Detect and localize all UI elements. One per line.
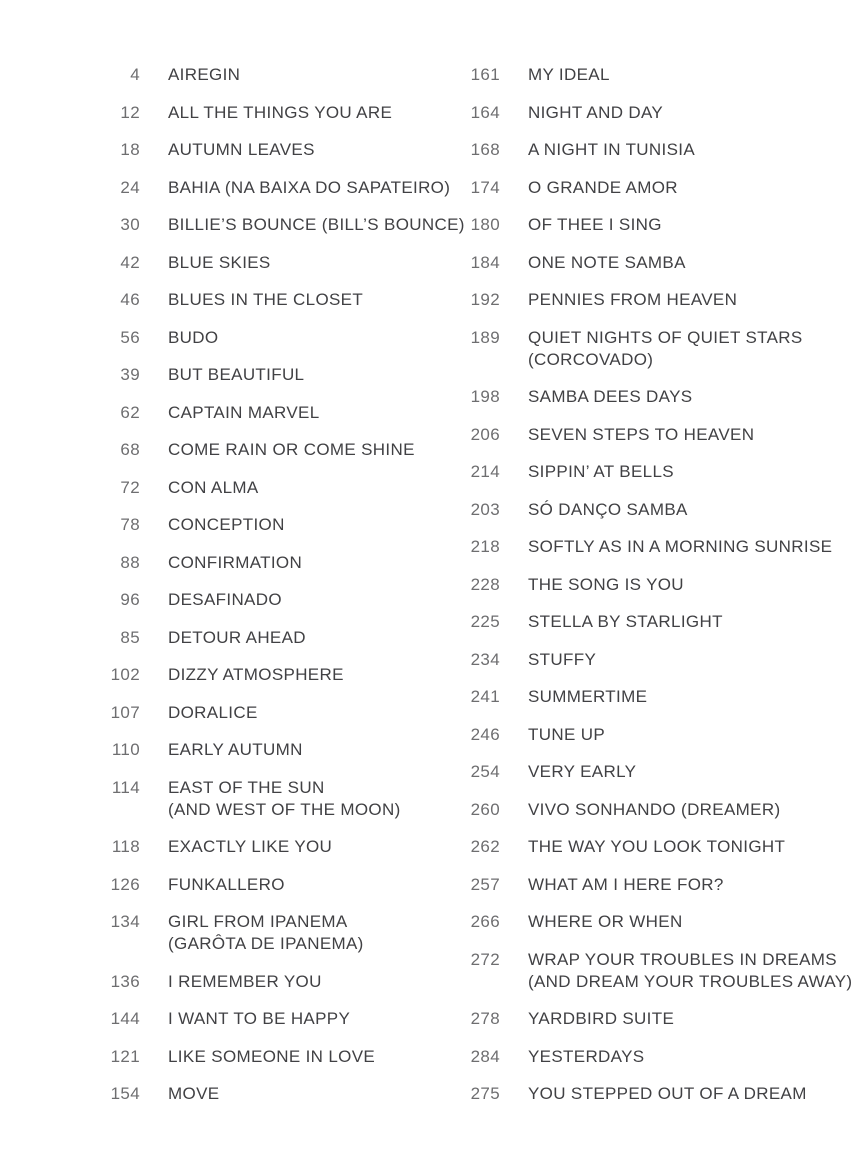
song-title: I REMEMBER YOU <box>168 971 322 991</box>
song-title: CONFIRMATION <box>168 552 303 572</box>
page-number: 4 <box>130 65 140 84</box>
song-title: WHAT AM I HERE FOR? <box>528 874 724 894</box>
song-title: STUFFY <box>528 649 597 669</box>
toc-entry <box>456 649 856 671</box>
page-number: 96 <box>120 590 140 609</box>
page-number: 154 <box>110 1084 140 1103</box>
song-title: NIGHT AND DAY <box>528 102 664 122</box>
page-number: 266 <box>470 912 500 931</box>
song-title: PENNIES FROM HEAVEN <box>528 290 738 309</box>
song-title: BAHIA (NA BAIXA DO SAPATEIRO) <box>168 177 451 197</box>
song-title: I WANT TO BE HAPPY <box>168 1009 351 1028</box>
song-title: EARLY AUTUMN <box>168 740 303 759</box>
song-title: QUIET NIGHTS OF QUIET STARS (CORCOVADO) <box>528 327 803 369</box>
page-number: 121 <box>110 1046 140 1066</box>
song-title: CON ALMA <box>168 477 259 497</box>
page-number: 78 <box>120 515 140 534</box>
song-title: DORALICE <box>168 702 258 722</box>
toc-column-left <box>96 64 465 1121</box>
page-number: 107 <box>110 702 140 722</box>
song-title: GIRL FROM IPANEMA (GARÔTA DE IPANEMA) <box>168 912 364 953</box>
page-number: 234 <box>470 649 500 669</box>
toc-entry <box>456 611 856 633</box>
toc-entry <box>456 761 856 783</box>
page-number: 225 <box>470 612 500 631</box>
song-title: SÓ DANÇO SAMBA <box>528 499 688 519</box>
song-title: WHERE OR WHEN <box>528 912 683 931</box>
page-number: 114 <box>111 777 140 797</box>
toc-entry <box>96 514 448 536</box>
song-title: SAMBA DEES DAYS <box>528 387 693 406</box>
song-title: DETOUR AHEAD <box>168 627 306 647</box>
page-number: 85 <box>120 627 140 647</box>
song-title: BLUES IN THE CLOSET <box>168 290 364 309</box>
toc-entry <box>456 289 856 311</box>
song-title: VERY EARLY <box>528 762 637 781</box>
song-title: AIREGIN <box>168 65 241 84</box>
toc-entry <box>96 102 448 124</box>
page-number: 192 <box>470 290 500 309</box>
page-number: 134 <box>110 912 140 931</box>
toc-entry <box>96 911 448 955</box>
song-title: MOVE <box>168 1084 220 1103</box>
toc-entry <box>96 64 448 86</box>
page-number: 284 <box>470 1046 500 1066</box>
toc-entry <box>456 386 856 408</box>
song-title: VIVO SONHANDO (DREAMER) <box>528 799 781 819</box>
toc-entry <box>456 327 856 371</box>
song-title: SEVEN STEPS TO HEAVEN <box>528 424 755 444</box>
page-number: 39 <box>120 365 140 384</box>
page-number: 278 <box>470 1009 500 1028</box>
page-number: 126 <box>110 874 140 894</box>
song-title: YESTERDAYS <box>528 1046 645 1066</box>
song-title: YOU STEPPED OUT OF A DREAM <box>528 1084 807 1103</box>
toc-entry <box>96 589 448 611</box>
page-number: 180 <box>470 215 500 234</box>
song-title: WRAP YOUR TROUBLES IN DREAMS (AND DREAM YOUR TROUBLES AWAY) <box>528 949 853 991</box>
song-title: EXACTLY LIKE YOU <box>168 837 333 856</box>
page-number: 214 <box>470 462 500 481</box>
toc-entry <box>456 252 856 274</box>
page-number: 257 <box>470 874 500 894</box>
page-number: 203 <box>470 499 500 519</box>
toc-entry <box>456 1008 856 1030</box>
song-title: OF THEE I SING <box>528 215 662 234</box>
toc-entry <box>456 177 856 199</box>
toc-entry <box>96 439 448 461</box>
page-number: 184 <box>470 252 500 272</box>
toc-entry <box>96 402 448 424</box>
page-number: 189 <box>470 327 500 347</box>
toc-entry <box>96 139 448 161</box>
toc-entry <box>456 799 856 821</box>
page-number: 164 <box>470 102 500 122</box>
page-number: 144 <box>110 1009 140 1028</box>
page-number: 24 <box>120 177 140 197</box>
song-title: AUTUMN LEAVES <box>168 140 315 159</box>
song-title: EAST OF THE SUN (AND WEST OF THE MOON) <box>168 777 401 819</box>
page-number: 30 <box>120 215 140 234</box>
page-number: 272 <box>470 949 500 969</box>
song-title: O GRANDE AMOR <box>528 177 678 197</box>
toc-entry <box>456 686 856 708</box>
page-number: 218 <box>470 537 500 556</box>
page-number: 206 <box>470 424 500 444</box>
song-title: DESAFINADO <box>168 590 282 609</box>
toc-entry <box>456 424 856 446</box>
song-title: BUT BEAUTIFUL <box>168 365 305 384</box>
page-number: 260 <box>470 799 500 819</box>
toc-entry <box>96 1046 448 1068</box>
song-title: CAPTAIN MARVEL <box>168 402 320 422</box>
toc-entry <box>96 739 448 761</box>
page-number: 228 <box>470 574 500 594</box>
page-number: 241 <box>470 687 500 706</box>
song-title: THE SONG IS YOU <box>528 574 684 594</box>
toc-entry <box>96 177 451 199</box>
song-title: ONE NOTE SAMBA <box>528 252 686 272</box>
song-title: FUNKALLERO <box>168 874 285 894</box>
toc-entry <box>456 139 856 161</box>
page-number: 168 <box>470 140 500 159</box>
toc-entry <box>456 724 856 746</box>
song-title: ALL THE THINGS YOU ARE <box>168 102 393 122</box>
page-number: 118 <box>111 837 140 856</box>
toc-entry <box>456 499 856 521</box>
toc-entry <box>96 1008 448 1030</box>
song-title: YARDBIRD SUITE <box>528 1009 675 1028</box>
song-title: SUMMERTIME <box>528 687 648 706</box>
toc-entry <box>96 702 448 724</box>
page-number: 254 <box>470 762 500 781</box>
toc-entry <box>456 574 856 596</box>
toc-entry <box>96 874 448 896</box>
page-number: 102 <box>110 665 140 684</box>
toc-entry <box>456 1083 856 1105</box>
page-number: 174 <box>470 177 500 197</box>
song-title: BUDO <box>168 327 219 347</box>
toc-entry <box>456 102 856 124</box>
page-number: 275 <box>470 1084 500 1103</box>
song-title: SIPPIN’ AT BELLS <box>528 462 674 481</box>
song-title: TUNE UP <box>528 724 605 744</box>
toc-entry <box>456 836 856 858</box>
toc-column-right <box>456 64 856 1121</box>
toc-entry <box>456 214 856 236</box>
toc-entry <box>456 949 856 993</box>
page-number: 56 <box>120 327 140 347</box>
toc-entry <box>96 289 448 311</box>
toc-entry <box>456 536 856 558</box>
toc-entry <box>96 214 465 236</box>
toc-entry <box>96 777 448 821</box>
page-number: 161 <box>470 65 500 84</box>
toc-entry <box>96 252 448 274</box>
toc-entry <box>456 874 856 896</box>
toc-entry <box>456 1046 856 1068</box>
toc-entry <box>96 627 448 649</box>
page-number: 12 <box>120 102 140 122</box>
page-number: 136 <box>110 971 140 991</box>
toc-entry <box>96 477 448 499</box>
song-title: A NIGHT IN TUNISIA <box>528 140 696 159</box>
toc-entry <box>456 461 856 483</box>
page-number: 62 <box>120 402 140 422</box>
song-title: STELLA BY STARLIGHT <box>528 612 723 631</box>
page-number: 262 <box>470 837 500 856</box>
song-title: MY IDEAL <box>528 65 610 84</box>
toc-entry <box>96 327 448 349</box>
song-title: THE WAY YOU LOOK TONIGHT <box>528 837 786 856</box>
page-number: 198 <box>470 387 500 406</box>
song-title: CONCEPTION <box>168 515 285 534</box>
toc-entry <box>96 364 448 386</box>
toc-entry <box>456 911 856 933</box>
page-number: 246 <box>470 724 500 744</box>
song-title: COME RAIN OR COME SHINE <box>168 440 415 459</box>
page-number: 46 <box>120 290 140 309</box>
song-title: LIKE SOMEONE IN LOVE <box>168 1046 376 1066</box>
song-title: SOFTLY AS IN A MORNING SUNRISE <box>528 537 833 556</box>
page-number: 68 <box>120 440 140 459</box>
song-title: BILLIE’S BOUNCE (BILL’S BOUNCE) <box>168 215 465 234</box>
toc-entry <box>96 836 448 858</box>
song-title: DIZZY ATMOSPHERE <box>168 665 344 684</box>
song-title: BLUE SKIES <box>168 252 271 272</box>
page-number: 88 <box>120 552 140 572</box>
toc-entry <box>456 64 856 86</box>
toc-entry <box>96 1083 448 1105</box>
toc-entry <box>96 971 448 993</box>
toc-entry <box>96 664 448 686</box>
page-number: 110 <box>111 740 140 759</box>
page-number: 72 <box>120 477 140 497</box>
page-number: 18 <box>120 140 140 159</box>
page-number: 42 <box>120 252 140 272</box>
toc-entry <box>96 552 448 574</box>
